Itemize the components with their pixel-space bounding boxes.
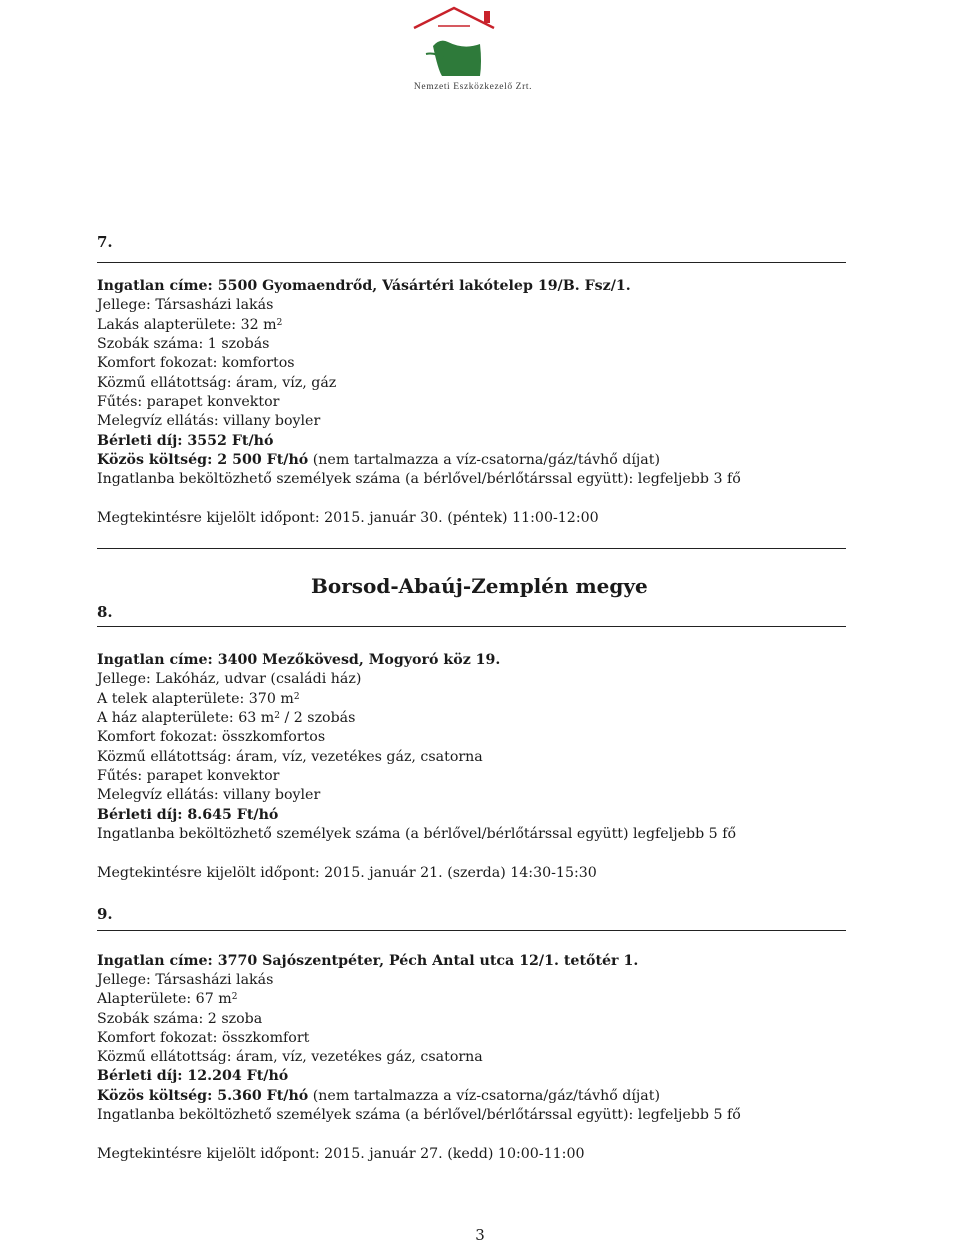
section-number-9: 9. bbox=[97, 905, 113, 923]
common-cost bbox=[97, 451, 660, 470]
hot-water: Melegvíz ellátás: villany boyler bbox=[97, 787, 321, 803]
common-cost bbox=[97, 1087, 660, 1106]
rent: Bérleti díj: 8.645 Ft/hó bbox=[97, 807, 279, 823]
section-divider bbox=[97, 262, 846, 263]
house-area-unit-sup: 2 bbox=[274, 711, 280, 721]
max-occupants: Ingatlanba beköltözhető személyek száma (a bérlővel/bérlőtárssal együtt): legfeljebb 3 fő bbox=[97, 471, 741, 487]
property-address: Ingatlan címe: 5500 Gyomaendrőd, Vásártéri lakótelep 19/B. Fsz/1. bbox=[97, 278, 631, 294]
viewing-time: Megtekintésre kijelölt időpont: 2015. január 27. (kedd) 10:00-11:00 bbox=[97, 1146, 585, 1162]
heading-rule-top bbox=[97, 548, 846, 549]
viewing-time: Megtekintésre kijelölt időpont: 2015. január 21. (szerda) 14:30-15:30 bbox=[97, 865, 597, 881]
rent: Bérleti díj: 12.204 Ft/hó bbox=[97, 1068, 289, 1084]
house-area bbox=[97, 709, 355, 728]
viewing-time: Megtekintésre kijelölt időpont: 2015. január 30. (péntek) 11:00-12:00 bbox=[97, 510, 599, 526]
max-occupants: Ingatlanba beköltözhető személyek száma (a bérlővel/bérlőtárssal együtt): legfeljebb 5 fő bbox=[97, 1107, 741, 1123]
page-number: 3 bbox=[475, 1226, 485, 1244]
heading-rule-bottom bbox=[97, 626, 846, 627]
house-logo-icon bbox=[378, 2, 568, 82]
logo-text: Nemzeti Eszközkezelő Zrt. bbox=[413, 82, 533, 92]
house-area-text: A ház alapterülete: 63 m bbox=[97, 710, 275, 726]
heating: Fűtés: parapet konvektor bbox=[97, 394, 280, 410]
house-rooms: / 2 szobás bbox=[279, 710, 356, 726]
area-unit-sup: 2 bbox=[276, 318, 283, 328]
section-divider bbox=[97, 930, 846, 931]
comfort-level: Komfort fokozat: összkomfortos bbox=[97, 729, 326, 745]
property-area bbox=[97, 990, 237, 1009]
property-address: Ingatlan címe: 3400 Mezőkövesd, Mogyoró köz 19. bbox=[97, 652, 501, 668]
plot-area bbox=[97, 690, 300, 709]
area-text: Lakás alapterülete: 32 m bbox=[97, 317, 277, 333]
common-cost-note: (nem tartalmazza a víz-csatorna/gáz/távhő díjat) bbox=[308, 1088, 660, 1104]
common-cost-amount: Közös költség: 2 500 Ft/hó bbox=[97, 452, 309, 468]
heating: Fűtés: parapet konvektor bbox=[97, 768, 280, 784]
common-cost-amount: Közös költség: 5.360 Ft/hó bbox=[97, 1088, 309, 1104]
rent: Bérleti díj: 3552 Ft/hó bbox=[97, 433, 274, 449]
section-number-8: 8. bbox=[97, 603, 113, 621]
comfort-level: Komfort fokozat: komfortos bbox=[97, 355, 295, 371]
hot-water: Melegvíz ellátás: villany boyler bbox=[97, 413, 321, 429]
plot-area-unit-sup: 2 bbox=[293, 692, 300, 702]
common-cost-note: (nem tartalmazza a víz-csatorna/gáz/távhő díjat) bbox=[308, 452, 660, 468]
max-occupants: Ingatlanba beköltözhető személyek száma (a bérlővel/bérlőtárssal együtt) legfeljebb 5 fő bbox=[97, 826, 737, 842]
county-heading: Borsod-Abaúj-Zemplén megye bbox=[311, 574, 648, 598]
property-area bbox=[97, 316, 282, 335]
area-unit-sup: 2 bbox=[231, 992, 238, 1002]
property-type: Jellege: Lakóház, udvar (családi ház) bbox=[97, 671, 362, 687]
room-count: Szobák száma: 2 szoba bbox=[97, 1011, 263, 1027]
utilities: Közmű ellátottság: áram, víz, vezetékes gáz, csatorna bbox=[97, 749, 483, 765]
property-type: Jellege: Társasházi lakás bbox=[97, 972, 274, 988]
property-address: Ingatlan címe: 3770 Sajószentpéter, Péch Antal utca 12/1. tetőtér 1. bbox=[97, 953, 639, 969]
utilities: Közmű ellátottság: áram, víz, vezetékes gáz, csatorna bbox=[97, 1049, 483, 1065]
section-number-7: 7. bbox=[97, 233, 113, 251]
property-type: Jellege: Társasházi lakás bbox=[97, 297, 274, 313]
comfort-level: Komfort fokozat: összkomfort bbox=[97, 1030, 310, 1046]
room-count: Szobák száma: 1 szobás bbox=[97, 336, 270, 352]
utilities: Közmű ellátottság: áram, víz, gáz bbox=[97, 375, 337, 391]
area-text: Alapterülete: 67 m bbox=[97, 991, 232, 1007]
company-logo bbox=[378, 2, 568, 96]
plot-area-text: A telek alapterülete: 370 m bbox=[97, 691, 294, 707]
